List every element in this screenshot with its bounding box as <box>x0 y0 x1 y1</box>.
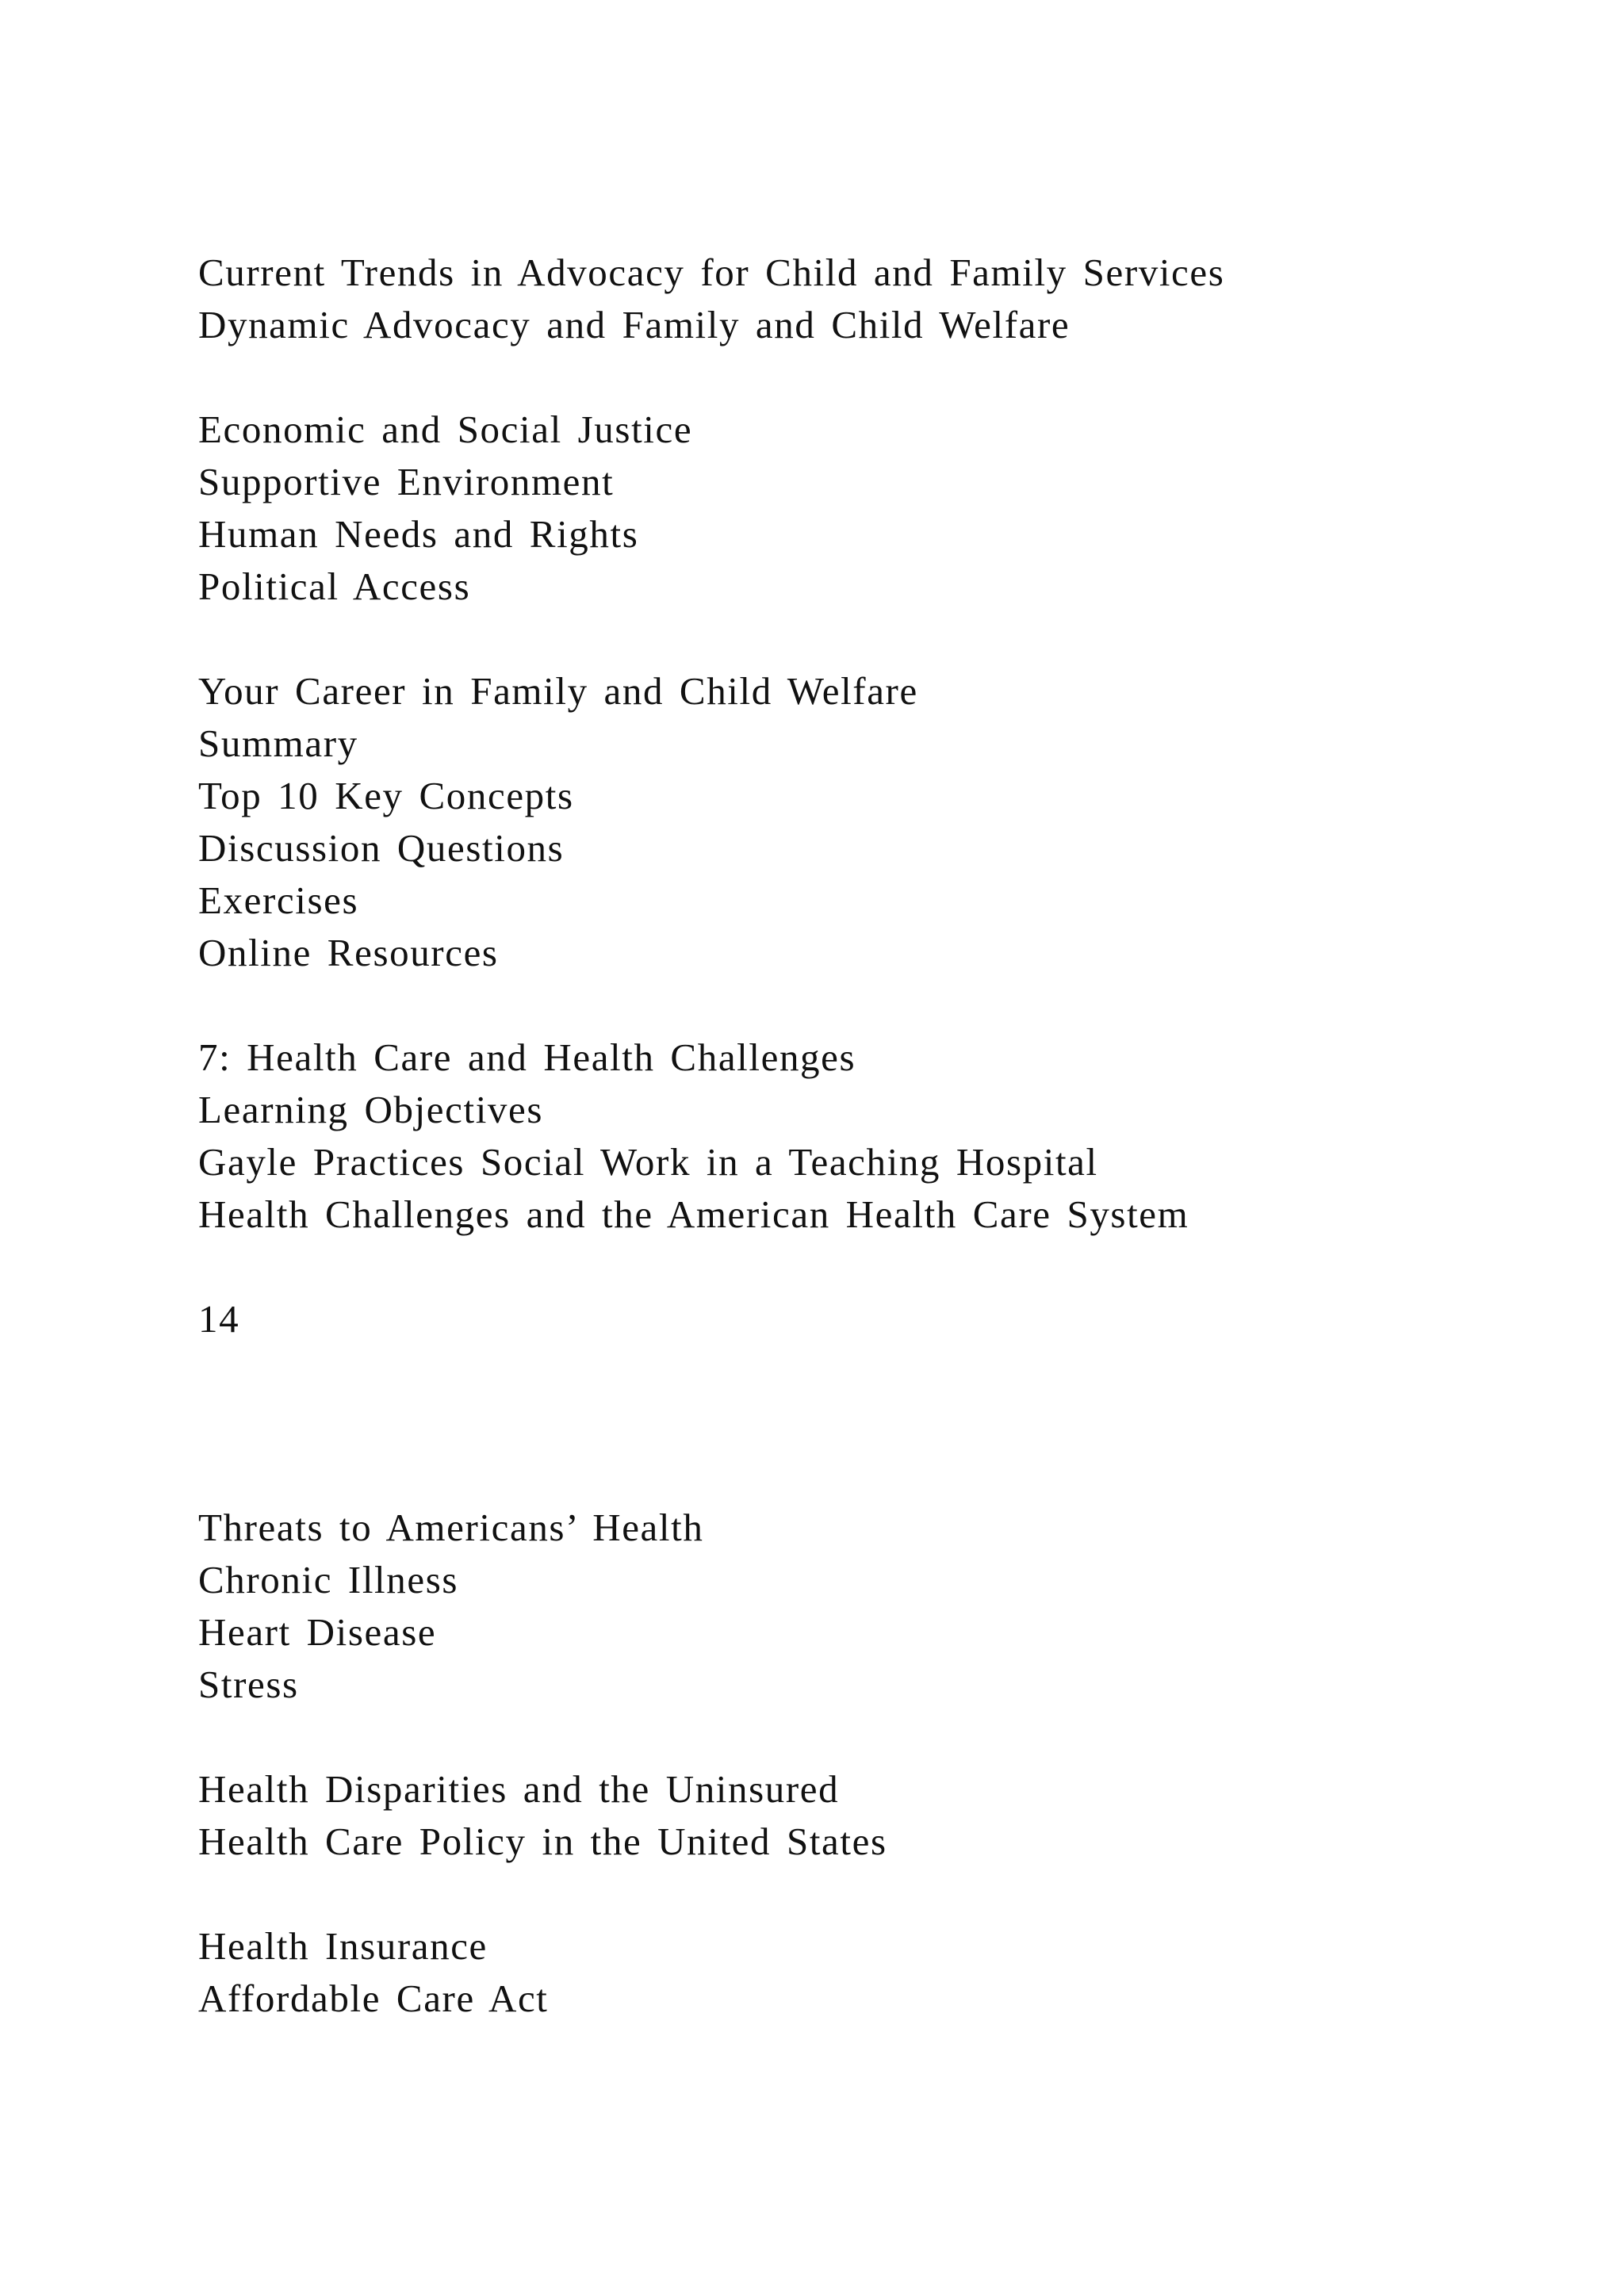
text-line: Chronic Illness <box>198 1558 459 1601</box>
text-line: Affordable Care Act <box>198 1976 549 2020</box>
text-line: Supportive Environment <box>198 460 615 503</box>
text-line: Health Care Policy in the United States <box>198 1820 887 1863</box>
text-line: 7: Health Care and Health Challenges <box>198 1035 856 1079</box>
text-line: Health Disparities and the Uninsured <box>198 1767 840 1811</box>
text-line: Dynamic Advocacy and Family and Child Welfare <box>198 303 1071 346</box>
text-line: Gayle Practices Social Work in a Teaching Hospital <box>198 1140 1098 1184</box>
text-line: Exercises <box>198 878 359 922</box>
text-line: Top 10 Key Concepts <box>198 774 574 817</box>
text-line: Learning Objectives <box>198 1088 544 1131</box>
text-line: Health Insurance <box>198 1924 488 1968</box>
page-number: 14 <box>198 1297 240 1341</box>
text-line: Heart Disease <box>198 1610 437 1654</box>
text-line: Health Challenges and the American Health Care System <box>198 1192 1189 1236</box>
text-line: Political Access <box>198 564 471 608</box>
text-line: Discussion Questions <box>198 826 565 870</box>
text-line: Online Resources <box>198 931 499 974</box>
text-line: Economic and Social Justice <box>198 408 693 451</box>
text-line: Stress <box>198 1663 299 1706</box>
text-line: Your Career in Family and Child Welfare <box>198 669 918 713</box>
text-line: Summary <box>198 721 358 765</box>
text-line: Threats to Americans’ Health <box>198 1506 704 1549</box>
text-line: Human Needs and Rights <box>198 512 639 556</box>
text-line: Current Trends in Advocacy for Child and Family Services <box>198 251 1225 294</box>
